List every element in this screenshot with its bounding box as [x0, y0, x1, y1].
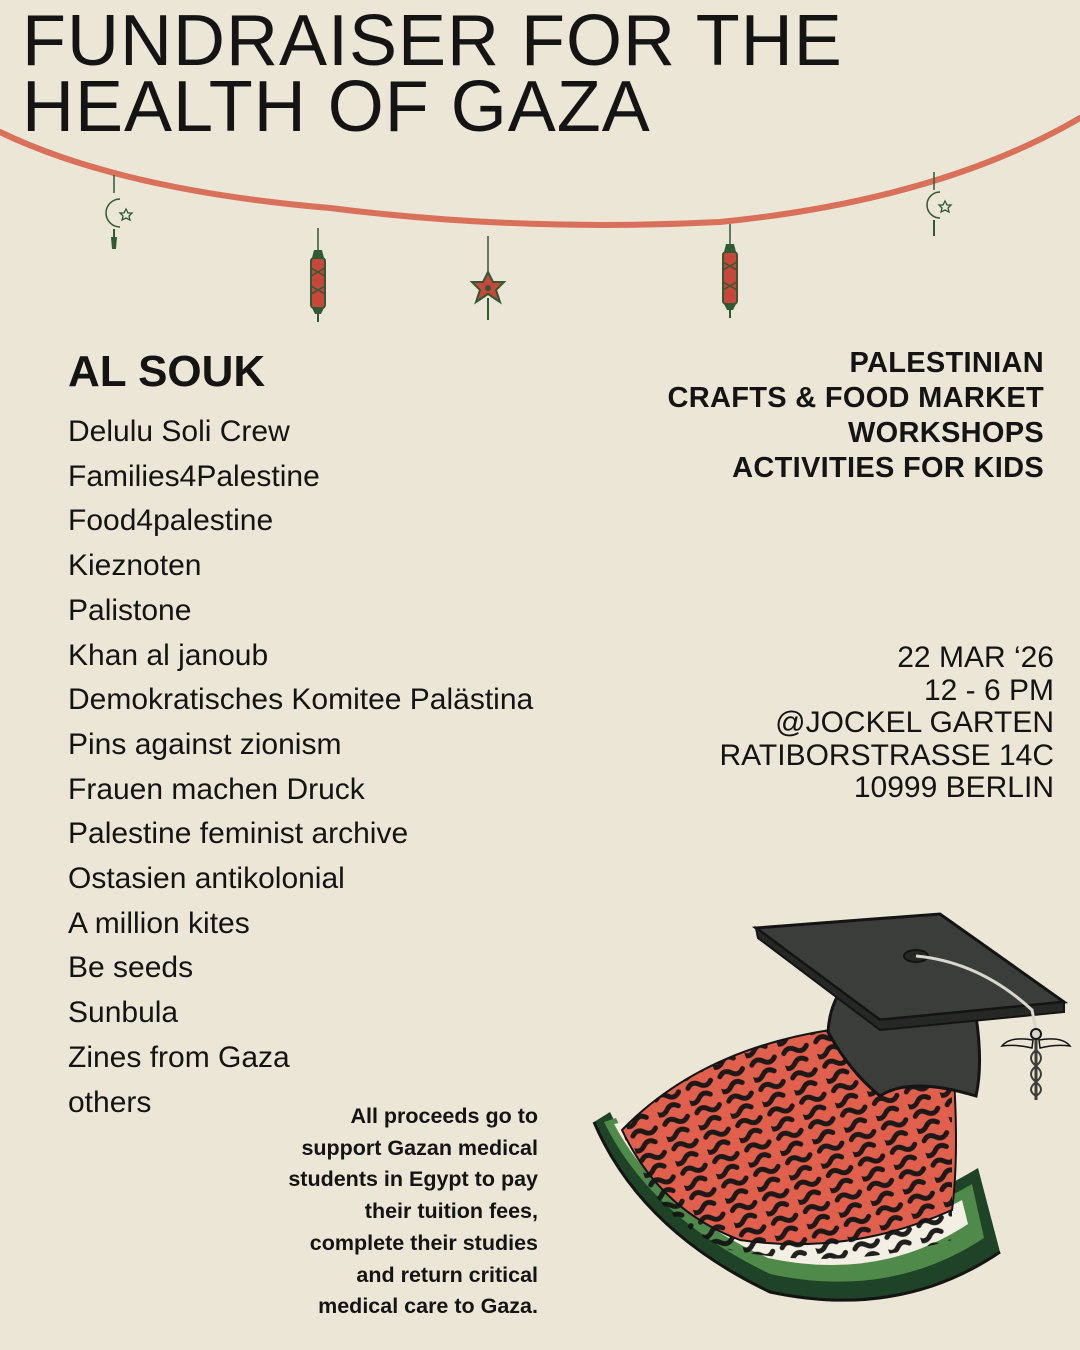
vendor-item: Zines from Gaza — [68, 1040, 290, 1074]
vendor-item: Delulu Soli Crew — [68, 415, 290, 448]
offers-block — [667, 346, 1044, 486]
vendor-item: Food4palestine — [68, 504, 274, 538]
proceeds-line: and return critical — [356, 1262, 538, 1287]
event-details — [719, 642, 1054, 805]
proceeds-note — [218, 1101, 538, 1323]
vendor-item: Kieznoten — [68, 549, 202, 583]
offer-line: WORKSHOPS — [847, 417, 1044, 449]
vendor-item: Frauen machen Druck — [68, 772, 365, 806]
vendor-item: Khan al janoub — [68, 638, 269, 672]
event-date: 22 MAR ‘26 — [897, 641, 1054, 674]
offer-line: CRAFTS & FOOD MARKET — [667, 382, 1044, 414]
vendor-list — [68, 410, 533, 1125]
vendor-item: Palistone — [68, 593, 192, 627]
offer-line: PALESTINIAN — [849, 347, 1044, 379]
vendor-item: Pins against zionism — [68, 727, 342, 761]
caduceus-icon — [1002, 1029, 1070, 1100]
title-line-2: HEALTH OF GAZA — [22, 67, 651, 147]
page-title — [22, 1, 843, 147]
lantern-icon — [311, 228, 325, 322]
vendor-item: Ostasien antikolonial — [68, 862, 345, 896]
lantern-icon — [723, 224, 737, 318]
vendor-item: A million kites — [68, 906, 250, 940]
proceeds-line: their tuition fees, — [364, 1199, 538, 1224]
vendor-item: others — [68, 1085, 152, 1119]
event-street: RATIBORSTRASSE 14C — [719, 738, 1054, 772]
offer-line: ACTIVITIES FOR KIDS — [732, 452, 1044, 484]
vendor-item: Families4Palestine — [68, 459, 320, 493]
vendor-item: Demokratisches Komitee Palästina — [68, 683, 534, 717]
star-icon — [472, 236, 504, 320]
proceeds-line: medical care to Gaza. — [318, 1294, 538, 1319]
proceeds-line: complete their studies — [309, 1230, 538, 1255]
proceeds-line: students in Egypt to pay — [288, 1167, 538, 1192]
event-city: 10999 BERLIN — [853, 771, 1054, 804]
title-line-1: FUNDRAISER FOR THE — [22, 1, 843, 81]
proceeds-line: All proceeds go to — [350, 1104, 538, 1128]
vendor-item: Palestine feminist archive — [68, 817, 409, 851]
vendor-item: Sunbula — [68, 996, 179, 1030]
souk-heading: AL SOUK — [68, 347, 266, 396]
crescent-star-icon — [106, 175, 132, 249]
event-time: 12 - 6 PM — [923, 673, 1054, 707]
proceeds-line: support Gazan medical — [301, 1135, 538, 1160]
watermelon-graduation-cap-icon — [580, 900, 1080, 1320]
vendor-item: Be seeds — [68, 951, 194, 985]
crescent-star-icon — [927, 172, 951, 236]
event-venue: @JOCKEL GARTEN — [775, 706, 1054, 739]
